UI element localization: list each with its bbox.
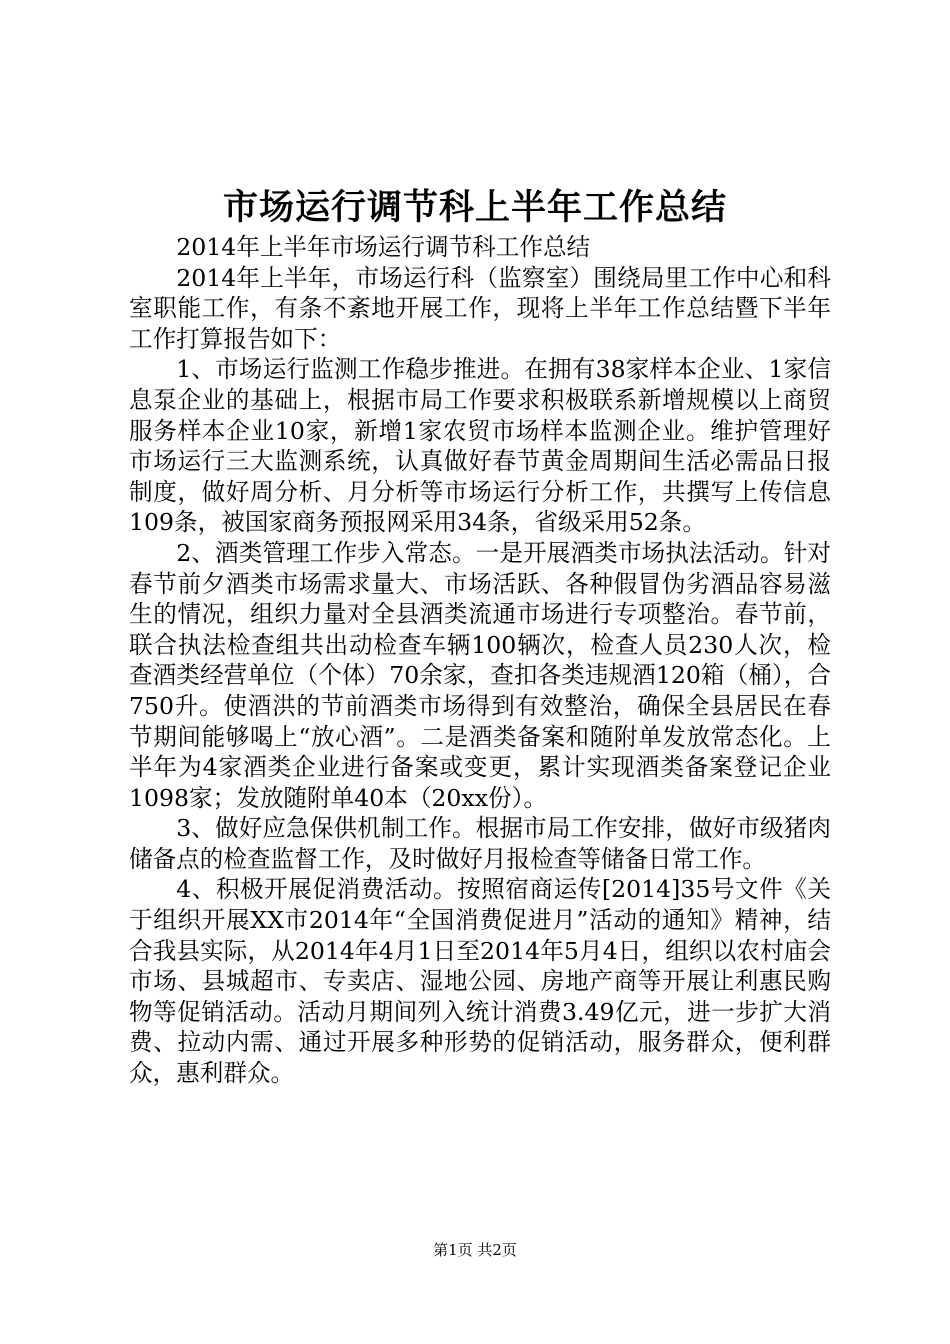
section-2-paragraph: 2、酒类管理工作步入常态。一是开展酒类市场执法活动。针对春节前夕酒类市场需求量大、市场活跃、各种假冒伪劣酒品容易滋生的情况，组织力量对全县酒类流通市场进行专项整治。春节前，联合执法检查组共出动检查车辆100辆次，检查人员230人次，检查酒类经营单位（个体）70余家，查扣各类违规酒120箱（桶），合750升。使酒洪的节前酒类市场得到有效整治，确保全县居民在春节期间能够喝上“放心酒”。二是酒类备案和随附单发放常态化。上半年为4家酒类企业进行备案或变更，累计实现酒类备案登记企业1098家；发放随附单40本（20xx份）。 xyxy=(129,538,831,812)
subtitle-paragraph: 2014年上半年市场运行调节科工作总结 xyxy=(176,233,591,261)
section-3-paragraph: 3、做好应急保供机制工作。根据市局工作安排，做好市级猪肉储备点的检查监督工作，及时做好月报检查等储备日常工作。 xyxy=(129,814,831,873)
document-title: 市场运行调节科上半年工作总结 xyxy=(222,187,727,228)
intro-paragraph: 2014年上半年，市场运行科（监察室）围绕局里工作中心和科室职能工作，有条不紊地开展工作，现将上半年工作总结暨下半年工作打算报告如下： xyxy=(129,263,831,353)
section-4-paragraph: 4、积极开展促消费活动。按照宿商运传[2014]35号文件《关于组织开展XX市2014年“全国消费促进月”活动的通知》精神，结合我县实际，从2014年4月1日至2014年5月4日，组织以农村庙会市场、县城超市、专卖店、湿地公园、房地产商等开展让利惠民购物等促销活动。活动月期间列入统计消费3.49亿元，进一步扩大消费、拉动内需、通过开展多种形势的促销活动，服务群众，便利群众，惠利群众。 xyxy=(129,875,831,1088)
document-body xyxy=(129,232,831,1089)
section-1-paragraph: 1、市场运行监测工作稳步推进。在拥有38家样本企业、1家信息泵企业的基础上，根据市局工作要求积极联系新增规模以上商贸服务样本企业10家，新增1家农贸市场样本监测企业。维护管理好市场运行三大监测系统，认真做好春节黄金周期间生活必需品日报制度，做好周分析、月分析等市场运行分析工作，共撰写上传信息109条，被国家商务预报网采用34条，省级采用52条。 xyxy=(129,355,831,537)
page-number-footer: 第1页 共2页 xyxy=(433,1241,517,1259)
